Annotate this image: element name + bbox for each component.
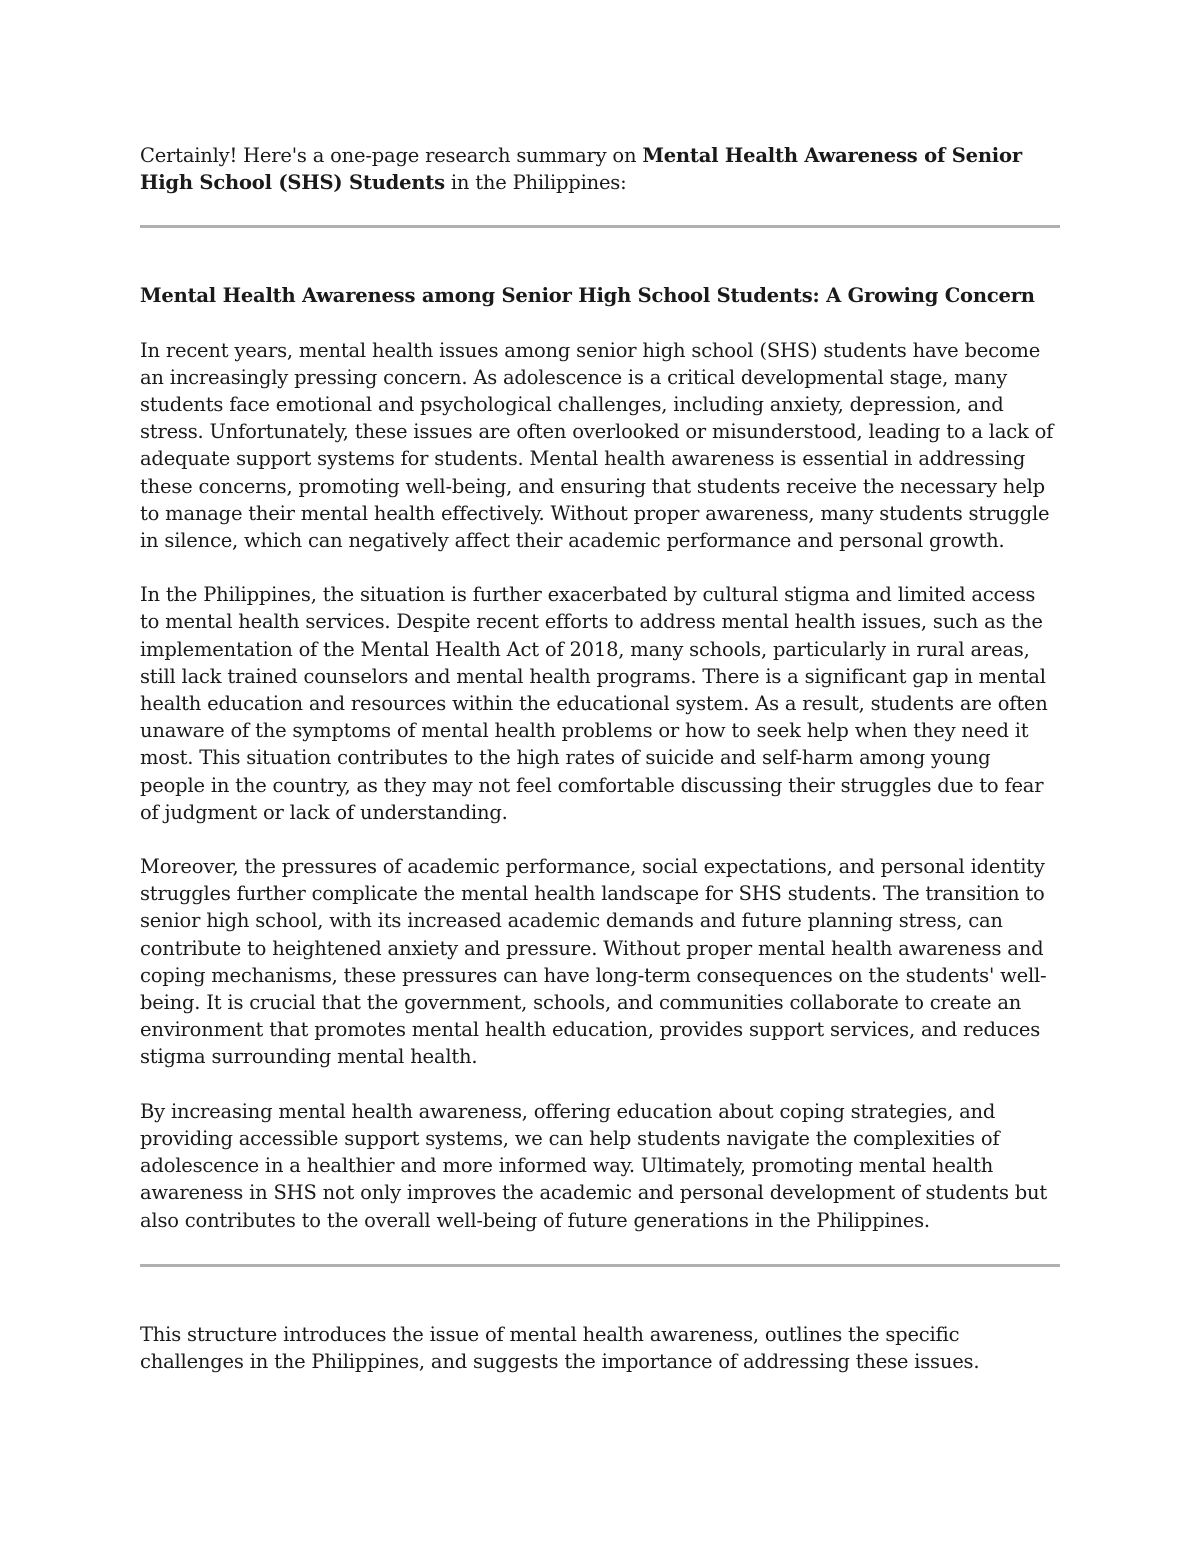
intro-paragraph xyxy=(140,142,1060,196)
horizontal-rule-bottom xyxy=(140,1264,1060,1267)
section-heading: Mental Health Awareness among Senior High School Students: A Growing Concern xyxy=(140,284,1035,308)
intro-prefix: Certainly! Here's a one-page research summary on xyxy=(140,144,643,167)
body-paragraph-4: By increasing mental health awareness, offering education about coping strategies, and providing accessible support systems, we can help students navigate the complexities of adolescence in a healthier and more informed way. Ultimately, promoting mental health awareness in SHS not only improves the academic and personal development of students but also contributes to the overall well-being of future generations in the Philippines. xyxy=(140,1099,1048,1232)
body-paragraph-3: Moreover, the pressures of academic performance, social expectations, and personal identity struggles further complicate the mental health landscape for SHS students. The transition to senior high school, with its increased academic demands and future planning stress, can contribute to heightened anxiety and pressure. Without proper mental health awareness and coping mechanisms, these pressures can have long-term consequences on the students' well-being. It is crucial that the government, schools, and communities collaborate to create an environment that promotes mental health education, provides support services, and reduces stigma surrounding mental health. xyxy=(140,855,1047,1069)
closing-paragraph: This structure introduces the issue of mental health awareness, outlines the specific challenges in the Philippines, and suggests the importance of addressing these issues. xyxy=(140,1322,980,1373)
body-paragraph-2: In the Philippines, the situation is further exacerbated by cultural stigma and limited access to mental health services. Despite recent efforts to address mental health issues, such as the implementation of the Mental Health Act of 2018, many schools, particularly in rural areas, still lack trained counselors and mental health programs. There is a significant gap in mental health education and resources within the educational system. As a result, students are often unaware of the symptoms of mental health problems or how to seek help when they need it most. This situation contributes to the high rates of suicide and self-harm among young people in the country, as they may not feel comfortable discussing their struggles due to fear of judgment or lack of understanding. xyxy=(140,583,1048,824)
horizontal-rule-top xyxy=(140,225,1060,228)
document-page xyxy=(140,142,1060,1375)
body-paragraph-1: In recent years, mental health issues among senior high school (SHS) students have become an increasingly pressing concern. As adolescence is a critical developmental stage, many students face emotional and psychological challenges, including anxiety, depression, and stress. Unfortunately, these issues are often overlooked or misunderstood, leading to a lack of adequate support systems for students. Mental health awareness is essential in addressing these concerns, promoting well-being, and ensuring that students receive the necessary help to manage their mental health effectively. Without proper awareness, many students struggle in silence, which can negatively affect their academic performance and personal growth. xyxy=(140,338,1054,553)
intro-suffix: in the Philippines: xyxy=(444,171,627,195)
intro-bold-topic: Mental Health Awareness of Senior High School (SHS) Students xyxy=(140,144,1022,195)
